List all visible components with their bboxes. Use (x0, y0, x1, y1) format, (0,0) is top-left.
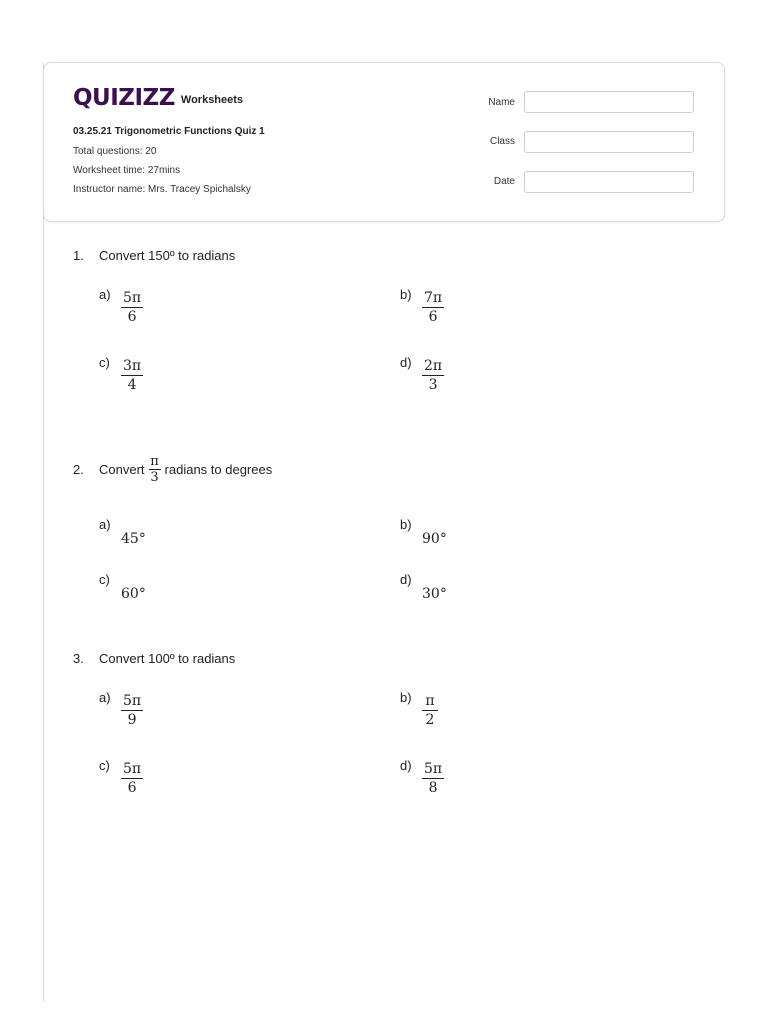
logo-subtext: Worksheets (180, 94, 244, 106)
total-questions: Total questions: 20 (73, 146, 157, 157)
option-1b[interactable] (400, 289, 444, 326)
fraction (121, 760, 143, 797)
option-letter: c) (99, 758, 110, 773)
option-letter: a) (99, 690, 111, 705)
numerator: 5π (123, 290, 142, 306)
option-1d[interactable] (400, 357, 444, 394)
worksheet-time: Worksheet time: 27mins (73, 165, 181, 176)
denominator: 9 (127, 712, 137, 728)
question-number: 1. (73, 248, 84, 263)
denominator: 4 (127, 377, 137, 393)
option-letter: d) (400, 355, 412, 370)
numerator: π (425, 693, 435, 709)
option-letter: b) (400, 287, 412, 302)
name-label: Name (488, 97, 515, 108)
option-letter: d) (400, 758, 412, 773)
option-letter: c) (99, 355, 110, 370)
date-field[interactable] (524, 171, 694, 193)
date-label: Date (493, 176, 515, 187)
numerator: 2π (424, 358, 443, 374)
quizizz-logo: QUIZIZZ (73, 85, 175, 111)
denominator: 6 (127, 780, 137, 796)
option-3a[interactable] (99, 692, 143, 729)
numerator: 5π (123, 693, 142, 709)
denominator: 2 (425, 712, 435, 728)
fraction (121, 357, 143, 394)
question-number: 2. (73, 462, 84, 477)
denominator: 6 (428, 309, 438, 325)
denominator: 6 (127, 309, 137, 325)
question-text: Convert 100º to radians (99, 651, 236, 666)
option-3d[interactable] (400, 760, 444, 797)
instructor-name: Instructor name: Mrs. Tracey Spichalsky (73, 184, 251, 195)
numerator: 7π (424, 290, 443, 306)
option-1a[interactable] (99, 289, 143, 326)
inline-fraction (149, 454, 161, 485)
option-2b[interactable] (400, 519, 447, 547)
option-2c[interactable] (99, 574, 146, 602)
option-letter: c) (99, 572, 110, 587)
fraction (422, 357, 444, 394)
question-text: Convert 150º to radians (99, 248, 236, 263)
worksheet-header (43, 62, 725, 222)
question-1 (73, 248, 235, 263)
quiz-title: 03.25.21 Trigonometric Functions Quiz 1 (73, 126, 265, 137)
class-label: Class (489, 136, 515, 147)
name-field[interactable] (524, 91, 694, 113)
option-letter: b) (400, 517, 412, 532)
question-text-after: radians to degrees (164, 462, 273, 477)
option-2a[interactable] (99, 519, 146, 547)
class-field[interactable] (524, 131, 694, 153)
option-letter: d) (400, 572, 412, 587)
question-3 (73, 651, 235, 666)
option-value: 30° (422, 586, 447, 602)
fraction (121, 289, 143, 326)
option-letter: b) (400, 690, 412, 705)
numerator: 3π (123, 358, 142, 374)
question-text-before: Convert (99, 462, 145, 477)
option-3b[interactable] (400, 692, 438, 729)
fraction (422, 289, 444, 326)
fraction (422, 760, 444, 797)
option-1c[interactable] (99, 357, 143, 394)
option-value: 90° (422, 531, 447, 547)
question-number: 3. (73, 651, 84, 666)
option-2d[interactable] (400, 574, 447, 602)
option-letter: a) (99, 517, 111, 532)
denominator: 3 (428, 377, 438, 393)
option-letter: a) (99, 287, 111, 302)
numerator: π (150, 454, 159, 469)
option-3c[interactable] (99, 760, 143, 797)
option-value: 60° (121, 586, 146, 602)
numerator: 5π (424, 761, 443, 777)
brand (73, 85, 243, 111)
fraction (121, 692, 143, 729)
option-value: 45° (121, 531, 146, 547)
fraction (422, 692, 438, 729)
denominator: 8 (428, 780, 438, 796)
question-2 (73, 454, 272, 485)
numerator: 5π (123, 761, 142, 777)
denominator: 3 (150, 470, 159, 485)
